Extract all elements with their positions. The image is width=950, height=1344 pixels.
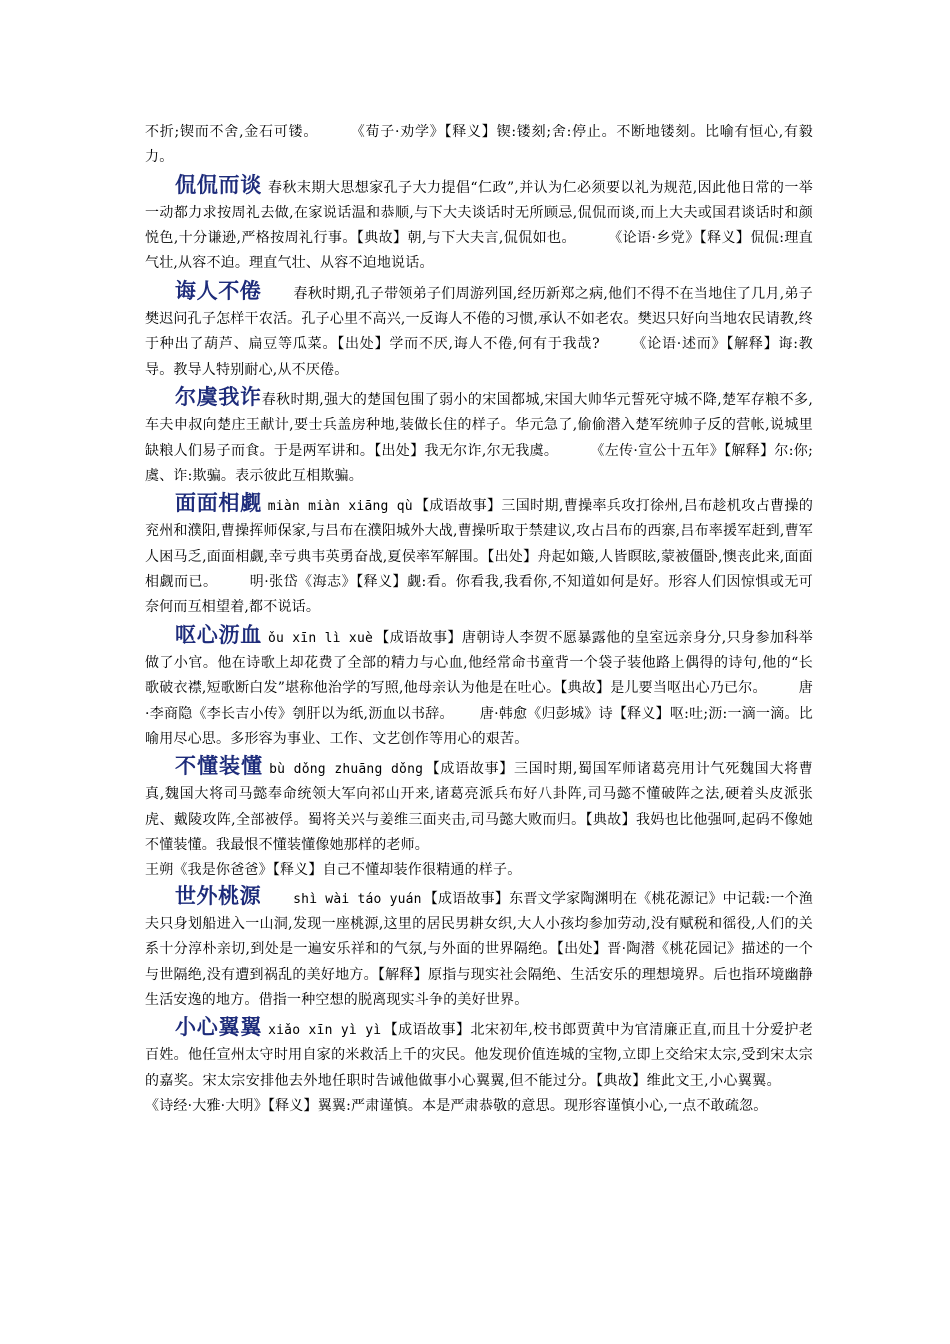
idiom-title: 尔虞我诈: [175, 384, 262, 409]
idiom-pinyin: ǒu xīn lì xuè: [267, 630, 374, 646]
idiom-body: 【成语故事】三国时期,曹操率兵攻打徐州,吕布趁机攻占曹操的兖州和濮阳,曹操挥师保家,与吕布在濮阳城外大战,曹操听取于禁建议,攻占吕布的西寨,吕布率援军赶到,曹军人困马乏,面面相觑,幸亏典韦英勇奋战,夏侯率军解围。【出处】舟起如簸,人皆瞑眩,蒙被僵卧,懊丧此来,面面相觑而已。: [145, 498, 814, 591]
intro-text: 不折;锲而不舍,金石可镂。: [145, 124, 319, 140]
idiom-title: 不懂装懂: [175, 754, 264, 779]
idiom-pinyin: shì wài táo yuán: [293, 891, 422, 907]
idiom-source: 《论语·乡党》【释义】侃侃:理直气壮,从容不迫。理直气壮、从容不迫地说话。: [145, 230, 813, 272]
idiom-entry-mianmian: [145, 491, 813, 620]
idiom-entry-eryu: [145, 385, 813, 489]
idiom-source: 《论语·述而》【解释】诲:教导。教导人特别耐心,从不厌倦。: [145, 336, 814, 378]
idiom-entry-kankan: [145, 173, 813, 277]
idiom-title: 面面相觑: [175, 491, 262, 516]
idiom-source: 明·张岱《海志》【释义】觑:看。你看我,我看你,不知道如何是好。形容人们因惊惧或无可奈何而互相望着,都不说话。: [145, 574, 814, 616]
idiom-body: 春秋时期,强大的楚国包围了弱小的宋国都城,宋国大帅华元誓死守城不降,楚军存粮不多,车夫申叔向楚庄王献计,要士兵盖房种地,装做长住的样子。华元急了,偷偷潜入楚军统帅子反的营帐,说城里缺粮人们易子而食。于是两军讲和。【出处】我无尔诈,尔无我虞。: [145, 391, 814, 459]
idiom-title: 侃侃而谈: [175, 172, 263, 197]
idiom-source: 王朔《我是你爸爸》【释义】自己不懂却装作很精通的样子。: [145, 862, 522, 879]
idiom-body: 春秋时期,孔子带领弟子们周游列国,经历新郑之病,他们不得不在当地住了几月,弟子樊迟问孔子怎样干农活。孔子心里不高兴,一反诲人不倦的习惯,承认不如老农。樊迟只好向当地农民请教,终于种出了葫芦、扁豆等瓜菜。【出处】学而不厌,诲人不倦,何有于我哉?: [145, 285, 814, 353]
idiom-title: 诲人不倦: [175, 278, 262, 303]
idiom-entry-ouxin: [145, 623, 813, 752]
idiom-pinyin: bù dǒng zhuāng dǒng: [269, 762, 424, 778]
idiom-title: 世外桃源: [175, 883, 262, 908]
idiom-entry-shiwai: [145, 884, 813, 1013]
idiom-body: 【成语故事】东晋文学家陶渊明在《桃花源记》中记载:一个渔夫只身划船进入一山洞,发现一座桃源,这里的居民男耕女织,大人小孩均参加劳动,没有赋税和徭役,人们的关系十分淳朴亲切,到处是一遍安乐祥和的气氛,与外面的世界隔绝。【出处】晋·陶潜《桃花园记》描述的一个与世隔绝,没有遭到祸乱的美好地方。【解释】原指与现实社会隔绝、生活安乐的理想境界。后也指环境幽静生活安逸的地方。借指一种空想的脱离现实斗争的美好世界。: [145, 890, 814, 1008]
idiom-pinyin: miàn miàn xiāng qù: [267, 499, 413, 515]
idiom-source: 《左传·宣公十五年》【解释】尔:你;虞、诈:欺骗。表示彼此互相欺骗。: [145, 442, 814, 484]
intro-source: 《荀子·劝学》【释义】锲:镂刻;舍:停止。不断地镂刻。比喻有恒心,有毅力。: [145, 124, 813, 166]
idiom-body: 【成语故事】唐朝诗人李贺不愿暴露他的皇室远亲身分,只身参加科举做了小官。他在诗歌上却花费了全部的精力与心血,他经常命书童背一个袋子装他路上偶得的诗句,他的“长歌破衣襟,短歌断白发”堪称他治学的写照,他母亲认为他是在吐心。【典故】是儿要当呕出心乃已尔。: [145, 629, 813, 697]
idiom-body: 【成语故事】三国时期,蜀国军师诸葛亮用计气死魏国大将曹真,魏国大将司马懿奉命统领大军向祁山开来,诸葛亮派兵布好八卦阵,司马懿不懂破阵之法,硬着头皮派张虎、戴陵攻阵,全部被俘。蜀将关兴与姜维三面夹击,司马懿大败而归。【典故】我妈也比他强呵,起码不像她不懂装懂。我最恨不懂装懂像她那样的老师。: [145, 761, 813, 854]
idiom-entry-budong: [145, 754, 813, 883]
idiom-source: 唐·李商隐《李长吉小传》刳肝以为纸,沥血以书辞。: [145, 680, 813, 722]
idiom-source-secondary: 唐·韩愈《归彭城》诗【释义】呕:吐;沥:一滴一滴。比喻用尽心思。多形容为事业、工作、文艺创作等用心的艰苦。: [145, 705, 813, 747]
idiom-title: 呕心沥血: [175, 622, 262, 647]
intro-paragraph: [145, 120, 813, 171]
idiom-body: 【成语故事】北宋初年,校书郎贾黄中为官清廉正直,而且十分爱护老百姓。他任宣州太守时用自家的米救活上千的灾民。他发现价值连城的宝物,立即上交给宋太宗,受到宋太宗的嘉奖。宋太宗安排他去外地任职时告诫他做事小心翼翼,但不能过分。【典故】维此文王,小心翼翼。: [145, 1022, 814, 1089]
idiom-pinyin: xiǎo xīn yì yì: [268, 1023, 382, 1039]
idiom-title: 小心翼翼: [175, 1015, 263, 1040]
idiom-entry-huiren: [145, 279, 813, 383]
idiom-source: 《诗经·大雅·大明》【释义】翼翼:严肃谨慎。本是严肃恭敬的意思。现形容谨慎小心,一点不敢疏忽。: [145, 1097, 768, 1114]
document-body: [145, 120, 813, 1119]
idiom-entry-xiaoxin: [145, 1015, 813, 1119]
idiom-body: 春秋末期大思想家孔子大力提倡“仁政”,并认为仁必须要以礼为规范,因此他日常的一举一动都力求按周礼去做,在家说话温和恭顺,与下大夫谈话时无所顾忌,侃侃而谈,而上大夫或国君谈话时和颜悦色,十分谦逊,严格按周礼行事。【典故】朝,与下大夫言,侃侃如也。: [145, 179, 813, 247]
